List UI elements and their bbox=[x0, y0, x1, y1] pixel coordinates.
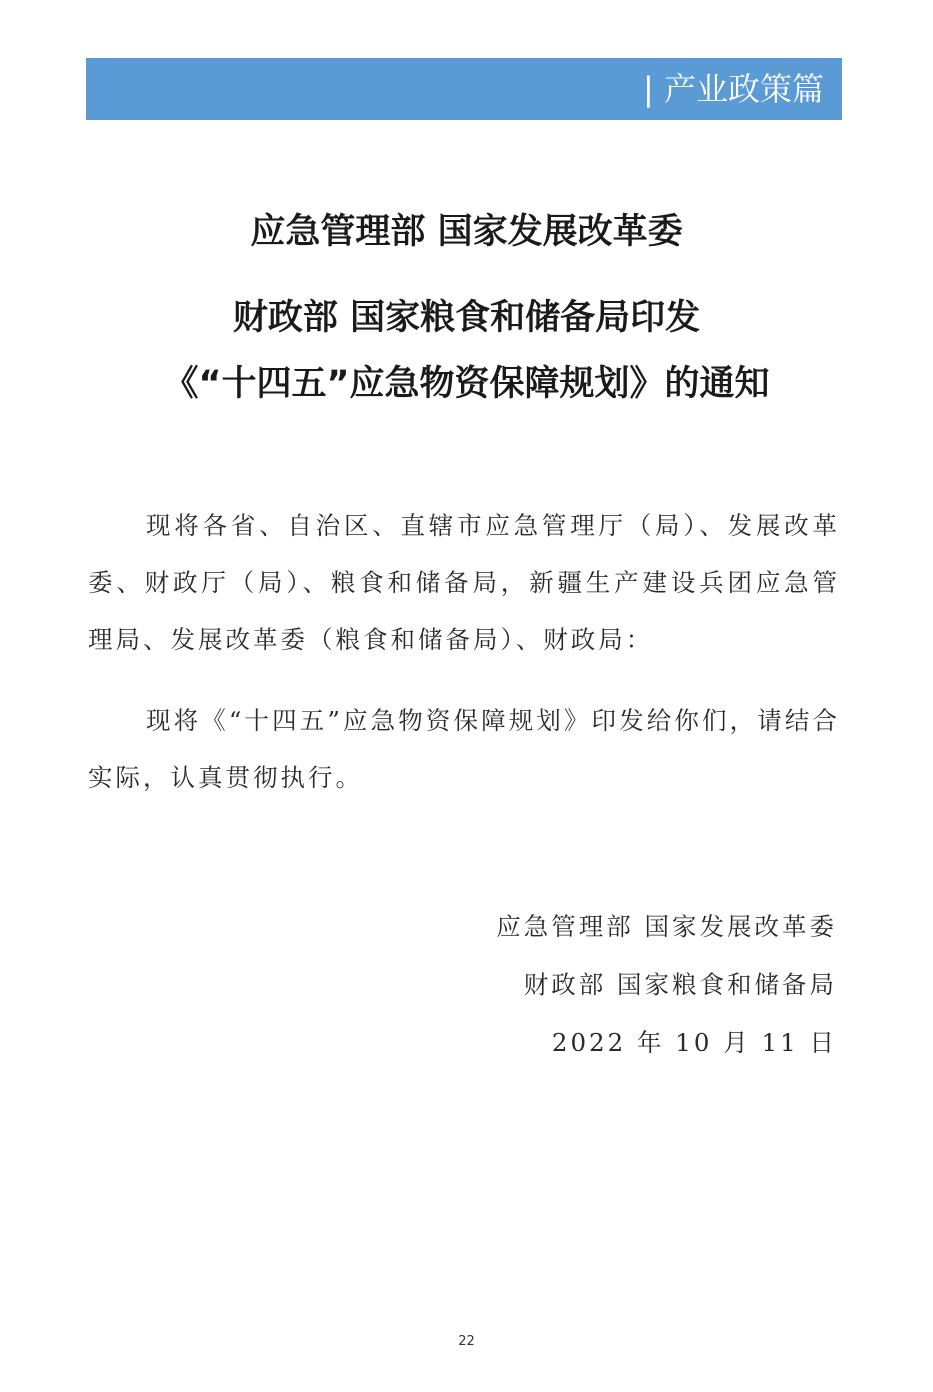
section-header-band bbox=[86, 58, 842, 120]
signature-date: 2022 年 10 月 11 日 bbox=[551, 1028, 837, 1057]
title-line-1: 应急管理部 国家发展改革委 bbox=[250, 212, 683, 252]
signature-issuer-1: 应急管理部 国家发展改革委 bbox=[496, 912, 837, 941]
title-line-2: 财政部 国家粮食和储备局印发 bbox=[232, 298, 701, 338]
signature-issuer-2: 财政部 国家粮食和储备局 bbox=[523, 970, 837, 999]
body-paragraph-recipients: 现将各省、自治区、直辖市应急管理厅（局）、发展改革委、财政厅（局）、粮食和储备局，新疆生产建设兵团应急管理局、发展改革委（粮食和储备局）、财政局： bbox=[88, 511, 840, 654]
page-number: 22 bbox=[458, 1334, 475, 1349]
section-label: | 产业政策篇 bbox=[643, 70, 824, 108]
title-line-3: 《“十四五”应急物资保障规划》的通知 bbox=[163, 364, 770, 404]
body-paragraph-notice: 现将《“十四五”应急物资保障规划》印发给你们，请结合实际，认真贯彻执行。 bbox=[88, 706, 840, 792]
